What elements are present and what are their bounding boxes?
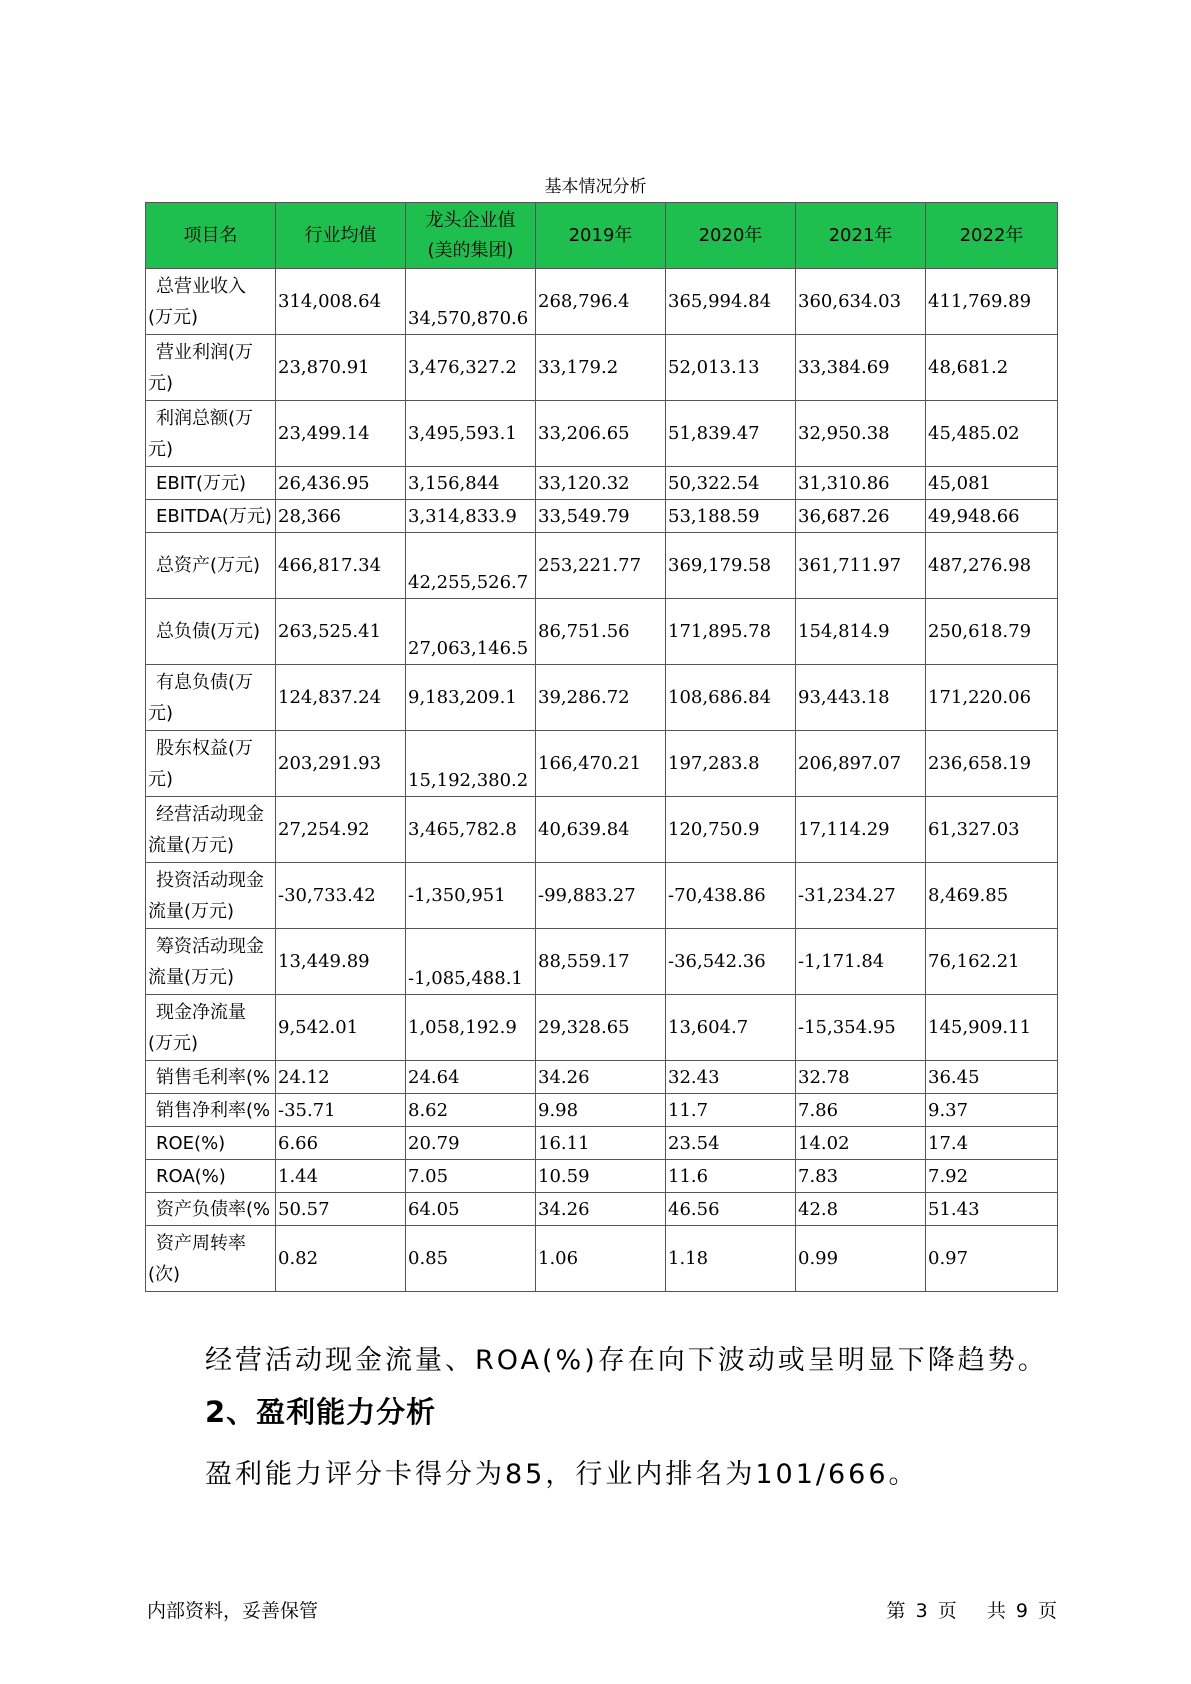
table-cell: 61,327.03: [926, 797, 1058, 863]
table-cell: 42,255,526.7: [406, 533, 536, 599]
table-cell: 253,221.77: [536, 533, 666, 599]
table-header-row: [146, 203, 1058, 269]
table-cell: 51,839.47: [666, 401, 796, 467]
table-cell: 1.44: [276, 1160, 406, 1193]
table-cell: 27,254.92: [276, 797, 406, 863]
table-row: [146, 1127, 1058, 1160]
table-cell: 314,008.64: [276, 269, 406, 335]
table-cell: 24.64: [406, 1061, 536, 1094]
table-cell: 154,814.9: [796, 599, 926, 665]
row-label: 总营业收入 (万元): [146, 269, 276, 335]
table-cell: 15,192,380.2: [406, 731, 536, 797]
table-cell: 171,895.78: [666, 599, 796, 665]
table-cell: 51.43: [926, 1193, 1058, 1226]
table-cell: 9,183,209.1: [406, 665, 536, 731]
table-cell: 88,559.17: [536, 929, 666, 995]
row-label: 投资活动现金 流量(万元): [146, 863, 276, 929]
row-label: EBIT(万元): [146, 467, 276, 500]
table-row: [146, 1226, 1058, 1292]
table-cell: 236,658.19: [926, 731, 1058, 797]
row-label: ROA(%): [146, 1160, 276, 1193]
table-cell: 32.43: [666, 1061, 796, 1094]
table-cell: 145,909.11: [926, 995, 1058, 1061]
table-cell: -1,085,488.1: [406, 929, 536, 995]
table-cell: -15,354.95: [796, 995, 926, 1061]
table-cell: 64.05: [406, 1193, 536, 1226]
table-cell: -1,350,951: [406, 863, 536, 929]
table-cell: -35.71: [276, 1094, 406, 1127]
table-cell: 411,769.89: [926, 269, 1058, 335]
table-cell: 197,283.8: [666, 731, 796, 797]
row-label: EBITDA(万元): [146, 500, 276, 533]
table-row: [146, 1193, 1058, 1226]
table-cell: 203,291.93: [276, 731, 406, 797]
table-cell: 361,711.97: [796, 533, 926, 599]
header-industry-avg: 行业均值: [276, 203, 406, 269]
table-cell: 369,179.58: [666, 533, 796, 599]
table-cell: 3,495,593.1: [406, 401, 536, 467]
table-cell: 23,870.91: [276, 335, 406, 401]
financial-summary-table: [145, 202, 1058, 1292]
table-row: [146, 467, 1058, 500]
row-label: 资产周转率 (次): [146, 1226, 276, 1292]
header-item-name: 项目名: [146, 203, 276, 269]
table-cell: 20.79: [406, 1127, 536, 1160]
table-cell: 24.12: [276, 1061, 406, 1094]
table-cell: 0.82: [276, 1226, 406, 1292]
table-row: [146, 995, 1058, 1061]
table-cell: 7.83: [796, 1160, 926, 1193]
table-cell: 40,639.84: [536, 797, 666, 863]
row-label: 资产负债率(%: [146, 1193, 276, 1226]
table-cell: 36.45: [926, 1061, 1058, 1094]
table-cell: 9,542.01: [276, 995, 406, 1061]
table-cell: 33,179.2: [536, 335, 666, 401]
table-cell: 166,470.21: [536, 731, 666, 797]
table-row: [146, 335, 1058, 401]
table-cell: 1,058,192.9: [406, 995, 536, 1061]
table-row: [146, 1061, 1058, 1094]
table-cell: 7.92: [926, 1160, 1058, 1193]
table-row: [146, 929, 1058, 995]
table-cell: 11.6: [666, 1160, 796, 1193]
footer-confidential: 内部资料，妥善保管: [147, 1600, 319, 1622]
table-cell: 120,750.9: [666, 797, 796, 863]
table-cell: 3,314,833.9: [406, 500, 536, 533]
table-cell: 268,796.4: [536, 269, 666, 335]
table-cell: 17.4: [926, 1127, 1058, 1160]
table-cell: 206,897.07: [796, 731, 926, 797]
trend-note: 经营活动现金流量、ROA(%)存在向下波动或呈明显下降趋势。: [205, 1345, 1048, 1376]
table-cell: 263,525.41: [276, 599, 406, 665]
table-cell: 0.99: [796, 1226, 926, 1292]
table-cell: 34.26: [536, 1061, 666, 1094]
table-cell: 3,465,782.8: [406, 797, 536, 863]
table-row: [146, 269, 1058, 335]
table-cell: 23,499.14: [276, 401, 406, 467]
table-cell: 86,751.56: [536, 599, 666, 665]
table-cell: 28,366: [276, 500, 406, 533]
row-label: 利润总额(万 元): [146, 401, 276, 467]
table-cell: 23.54: [666, 1127, 796, 1160]
table-cell: 17,114.29: [796, 797, 926, 863]
table-cell: 76,162.21: [926, 929, 1058, 995]
table-cell: 108,686.84: [666, 665, 796, 731]
row-label: 销售净利率(%: [146, 1094, 276, 1127]
table-cell: 365,994.84: [666, 269, 796, 335]
table-cell: 1.18: [666, 1226, 796, 1292]
table-row: [146, 1094, 1058, 1127]
table-cell: 13,604.7: [666, 995, 796, 1061]
table-cell: 9.98: [536, 1094, 666, 1127]
table-cell: 487,276.98: [926, 533, 1058, 599]
table-cell: 33,384.69: [796, 335, 926, 401]
table-cell: 3,476,327.2: [406, 335, 536, 401]
table-cell: 50.57: [276, 1193, 406, 1226]
table-cell: 32.78: [796, 1061, 926, 1094]
table-cell: 39,286.72: [536, 665, 666, 731]
header-2019: 2019年: [536, 203, 666, 269]
table-cell: 16.11: [536, 1127, 666, 1160]
table-cell: 0.85: [406, 1226, 536, 1292]
table-cell: 33,206.65: [536, 401, 666, 467]
table-cell: 34.26: [536, 1193, 666, 1226]
table-cell: 36,687.26: [796, 500, 926, 533]
table-cell: 31,310.86: [796, 467, 926, 500]
row-label: 筹资活动现金 流量(万元): [146, 929, 276, 995]
table-cell: -99,883.27: [536, 863, 666, 929]
header-2020: 2020年: [666, 203, 796, 269]
table-cell: 124,837.24: [276, 665, 406, 731]
row-label: 股东权益(万 元): [146, 731, 276, 797]
row-label: 总负债(万元): [146, 599, 276, 665]
table-cell: -31,234.27: [796, 863, 926, 929]
score-note: 盈利能力评分卡得分为85，行业内排名为101/666。: [205, 1459, 919, 1490]
table-row: [146, 863, 1058, 929]
table-cell: 7.86: [796, 1094, 926, 1127]
table-cell: 42.8: [796, 1193, 926, 1226]
table-row: [146, 533, 1058, 599]
table-cell: 29,328.65: [536, 995, 666, 1061]
table-cell: 45,485.02: [926, 401, 1058, 467]
table-cell: 50,322.54: [666, 467, 796, 500]
table-row: [146, 797, 1058, 863]
table-cell: 27,063,146.5: [406, 599, 536, 665]
table-row: [146, 665, 1058, 731]
header-leader-value: 龙头企业值 (美的集团): [406, 203, 536, 269]
table-cell: 49,948.66: [926, 500, 1058, 533]
section-heading: 2、盈利能力分析: [205, 1395, 437, 1429]
table-cell: 53,188.59: [666, 500, 796, 533]
table-row: [146, 401, 1058, 467]
table-cell: 250,618.79: [926, 599, 1058, 665]
table-cell: 34,570,870.6: [406, 269, 536, 335]
table-cell: 8.62: [406, 1094, 536, 1127]
table-cell: 33,549.79: [536, 500, 666, 533]
table-cell: -1,171.84: [796, 929, 926, 995]
table-cell: 26,436.95: [276, 467, 406, 500]
header-2021: 2021年: [796, 203, 926, 269]
row-label: ROE(%): [146, 1127, 276, 1160]
table-cell: 6.66: [276, 1127, 406, 1160]
table-cell: 466,817.34: [276, 533, 406, 599]
header-2022: 2022年: [926, 203, 1058, 269]
row-label: 营业利润(万 元): [146, 335, 276, 401]
table-cell: 45,081: [926, 467, 1058, 500]
table-cell: 14.02: [796, 1127, 926, 1160]
table-cell: -36,542.36: [666, 929, 796, 995]
table-row: [146, 1160, 1058, 1193]
row-label: 现金净流量 (万元): [146, 995, 276, 1061]
row-label: 总资产(万元): [146, 533, 276, 599]
table-row: [146, 599, 1058, 665]
table-cell: -70,438.86: [666, 863, 796, 929]
row-label: 有息负债(万 元): [146, 665, 276, 731]
table-caption: 基本情况分析: [544, 177, 647, 197]
table-cell: 0.97: [926, 1226, 1058, 1292]
table-cell: 9.37: [926, 1094, 1058, 1127]
table-cell: 52,013.13: [666, 335, 796, 401]
table-row: [146, 500, 1058, 533]
table-cell: 8,469.85: [926, 863, 1058, 929]
table-cell: 48,681.2: [926, 335, 1058, 401]
table-cell: 46.56: [666, 1193, 796, 1226]
table-cell: 171,220.06: [926, 665, 1058, 731]
table-cell: -30,733.42: [276, 863, 406, 929]
table-row: [146, 731, 1058, 797]
table-cell: 93,443.18: [796, 665, 926, 731]
table-cell: 3,156,844: [406, 467, 536, 500]
footer-page-number: 第 3 页 共 9 页: [886, 1600, 1057, 1622]
row-label: 销售毛利率(%: [146, 1061, 276, 1094]
table-cell: 32,950.38: [796, 401, 926, 467]
row-label: 经营活动现金 流量(万元): [146, 797, 276, 863]
table-cell: 7.05: [406, 1160, 536, 1193]
table-cell: 1.06: [536, 1226, 666, 1292]
table-cell: 33,120.32: [536, 467, 666, 500]
table-cell: 11.7: [666, 1094, 796, 1127]
table-cell: 10.59: [536, 1160, 666, 1193]
table-cell: 360,634.03: [796, 269, 926, 335]
table-cell: 13,449.89: [276, 929, 406, 995]
